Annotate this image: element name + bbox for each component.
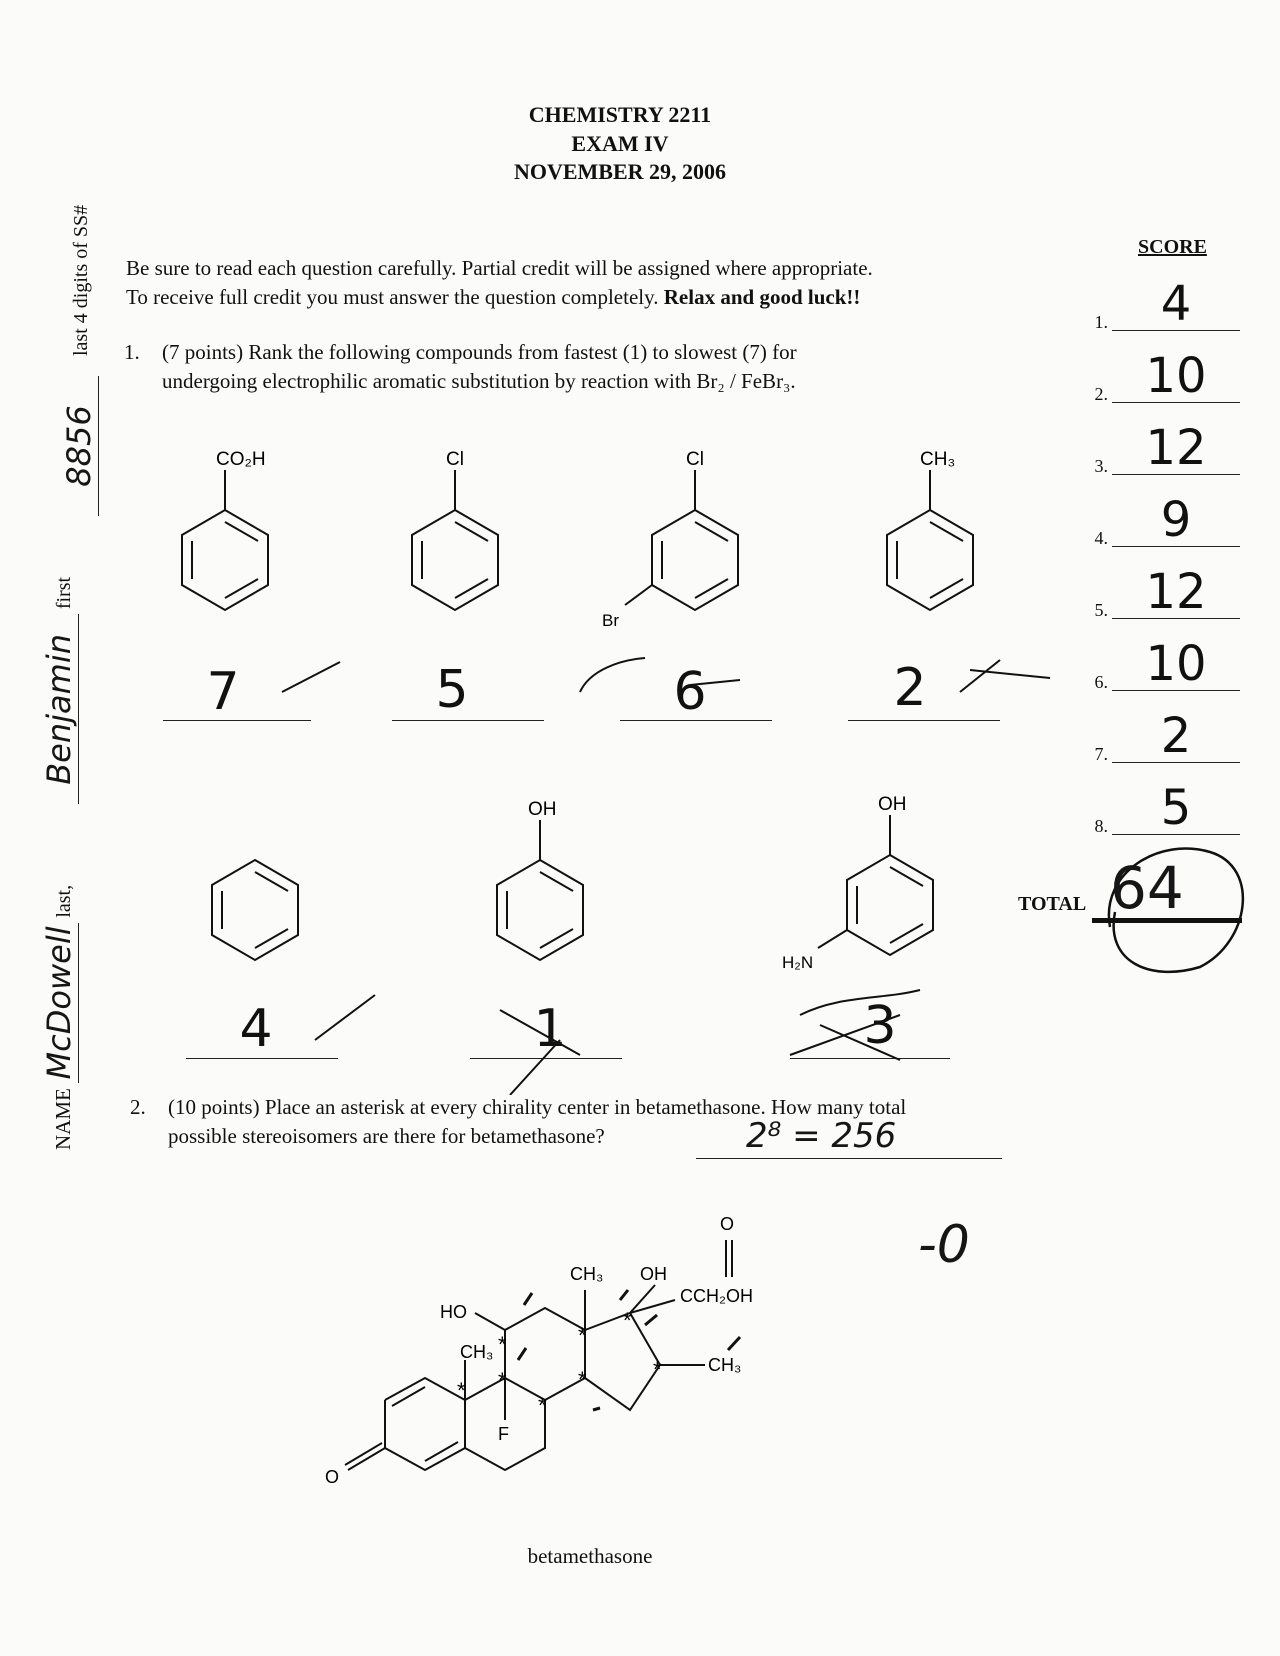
score-item-value: 2 xyxy=(1160,708,1192,764)
compound-3-substituent-2: Br xyxy=(602,611,619,630)
score-item-number: 6. xyxy=(1094,672,1108,692)
q2-text-line-1: (10 points) Place an asterisk at every chirality center in betamethasone. How many total xyxy=(168,1095,907,1119)
answer-5: 4 xyxy=(239,999,273,1059)
score-item-number: 8. xyxy=(1094,816,1108,836)
score-item-number: 4. xyxy=(1094,528,1108,548)
compound-benzene xyxy=(212,860,298,960)
ssn-label-block xyxy=(70,205,93,516)
svg-text:*: * xyxy=(653,1357,662,1382)
name-block xyxy=(40,577,79,1150)
last-name: McDowell xyxy=(40,923,79,1083)
instructions-line-1: Be sure to read each question carefully. Partial credit will be assigned where appropriate. xyxy=(126,256,873,280)
answer-4: 2 xyxy=(893,658,927,718)
svg-text:*: * xyxy=(578,1367,587,1392)
compound-benzoic-acid xyxy=(182,470,268,610)
q1-number: 1. xyxy=(124,340,140,364)
score-item-line xyxy=(1112,690,1240,691)
score-item-number: 5. xyxy=(1094,600,1108,620)
q1-text-line-2: undergoing electrophilic aromatic substitution by reaction with Br₂ / FeBr₃. xyxy=(162,369,796,393)
score-item-line xyxy=(1112,330,1240,331)
compound-bromochlorobenzene xyxy=(625,470,738,610)
answer-2: 5 xyxy=(435,660,469,720)
row1-check-marks xyxy=(150,640,1070,720)
score-heading: SCORE xyxy=(1138,236,1207,258)
answer-line-4 xyxy=(848,720,1000,721)
exam-date: NOVEMBER 29, 2006 xyxy=(513,159,727,184)
compound-aminophenol xyxy=(818,815,933,955)
score-item-line xyxy=(1112,402,1240,403)
compound-toluene xyxy=(887,470,973,610)
q1-row2-structures xyxy=(170,790,970,990)
svg-text:*: * xyxy=(623,1308,632,1333)
first-name: Benjamin xyxy=(40,614,79,804)
svg-text:*: * xyxy=(498,1332,507,1357)
score-item-value: 12 xyxy=(1145,564,1207,620)
q2-number: 2. xyxy=(130,1095,146,1119)
first-label: first xyxy=(53,576,75,610)
label-side-chain: CCH₂OH xyxy=(680,1286,753,1306)
label-f: F xyxy=(498,1424,509,1444)
answer-6: 1 xyxy=(533,999,567,1059)
compound-chlorobenzene xyxy=(412,470,498,610)
q1-text-line-1: (7 points) Rank the following compounds from fastest (1) to slowest (7) for xyxy=(162,340,797,364)
compound-7-substituent: OH xyxy=(878,794,907,815)
compound-6-substituent: OH xyxy=(528,799,557,820)
ssn-label: last 4 digits of SS# xyxy=(70,204,92,356)
q2-answer: 2⁸ = 256 xyxy=(746,1116,897,1156)
svg-text:*: * xyxy=(538,1393,547,1418)
q2-text-line-2: possible stereoisomers are there for betamethasone? xyxy=(168,1124,605,1148)
label-ch3-a: CH₃ xyxy=(460,1342,494,1362)
score-item-value: 10 xyxy=(1145,348,1207,404)
label-ho: HO xyxy=(440,1302,467,1322)
label-oh: OH xyxy=(640,1264,667,1284)
score-item-line xyxy=(1112,618,1240,619)
compound-2-substituent: Cl xyxy=(446,449,464,470)
exam-course-title: CHEMISTRY 2211 xyxy=(528,102,712,127)
name-label: NAME xyxy=(51,1088,75,1150)
score-item-number: 3. xyxy=(1094,456,1108,476)
ssn-digits: 8856 xyxy=(60,376,99,516)
total-label: TOTAL xyxy=(1018,893,1087,915)
score-item-value: 12 xyxy=(1145,420,1207,476)
answer-line-2 xyxy=(392,720,544,721)
score-item-value: 10 xyxy=(1145,636,1207,692)
svg-text:*: * xyxy=(578,1323,587,1348)
score-item-line xyxy=(1112,546,1240,547)
answer-1: 7 xyxy=(206,662,240,722)
exam-number: EXAM IV xyxy=(571,131,669,156)
compound-phenol xyxy=(497,820,583,960)
answer-7: 3 xyxy=(863,996,897,1056)
label-ch3-c: CH₃ xyxy=(708,1355,742,1375)
betamethasone-structure xyxy=(300,1165,900,1535)
svg-text:*: * xyxy=(457,1378,466,1403)
molecule-name: betamethasone xyxy=(527,1544,653,1568)
score-item-line xyxy=(1112,762,1240,763)
score-item-value: 4 xyxy=(1160,276,1192,332)
label-ch3-b: CH₃ xyxy=(570,1264,604,1284)
score-item-number: 1. xyxy=(1094,312,1108,332)
instructions-line-2: To receive full credit you must answer the question completely. Relax and good luck!! xyxy=(126,285,861,309)
last-label: last, xyxy=(53,884,75,918)
score-item-number: 7. xyxy=(1094,744,1108,764)
svg-text:*: * xyxy=(498,1368,507,1393)
total-score: 64 xyxy=(1110,854,1184,922)
label-carbonyl-o: O xyxy=(720,1214,735,1234)
compound-7-substituent-2: H₂N xyxy=(782,953,814,972)
score-item-number: 2. xyxy=(1094,384,1108,404)
score-item-line xyxy=(1112,474,1240,475)
q2-answer-line xyxy=(696,1158,1002,1159)
score-item-value: 5 xyxy=(1160,780,1192,836)
label-ketone-o: O xyxy=(325,1467,340,1487)
q2-score-deduction: -0 xyxy=(918,1215,970,1275)
answer-3: 6 xyxy=(673,662,707,722)
compound-1-substituent: CO₂H xyxy=(216,449,266,470)
row2-check-marks xyxy=(180,985,980,1095)
compound-4-substituent: CH₃ xyxy=(920,449,956,470)
score-item-value: 9 xyxy=(1160,492,1192,548)
compound-3-substituent: Cl xyxy=(686,449,704,470)
